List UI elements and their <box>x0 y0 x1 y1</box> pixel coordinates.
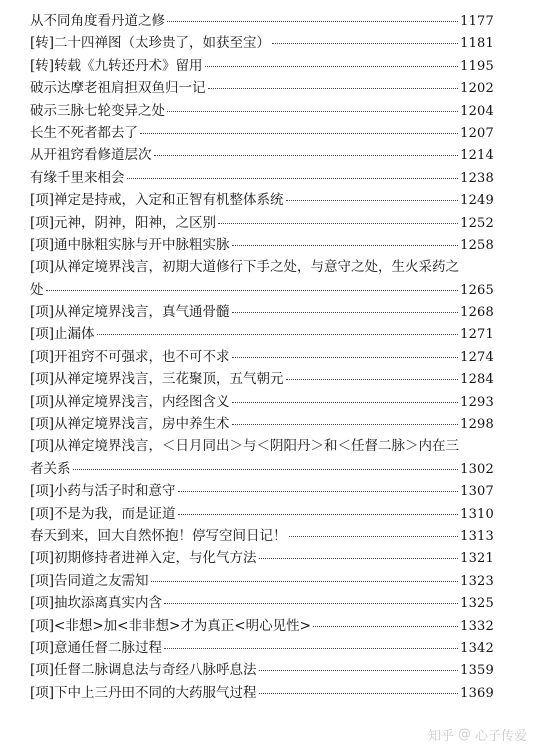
toc-entry-page: 1298 <box>460 417 494 433</box>
toc-row <box>30 615 494 637</box>
toc-entry-page: 1252 <box>460 215 494 231</box>
dot-leader <box>140 133 458 134</box>
toc-entry-page: 1181 <box>460 36 494 52</box>
dot-leader <box>208 88 459 89</box>
toc-entry-title: 从不同角度看丹道之修 <box>30 13 165 29</box>
watermark <box>428 725 527 744</box>
dot-leader <box>289 536 459 537</box>
toc-entry-title: [项]从禅定境界浅言，三花聚顶，五气朝元 <box>30 371 284 388</box>
toc-entry-page: 1321 <box>460 551 494 567</box>
toc-row <box>30 55 494 77</box>
toc-entry-title: [项]初期修持者进禅入定，与化气方法 <box>30 550 257 567</box>
dot-leader <box>272 43 458 44</box>
toc-row <box>30 256 494 278</box>
toc-row <box>30 234 494 256</box>
toc-entry-page: 1249 <box>460 193 494 209</box>
toc-entry-title: [项]从禅定境界浅言，真气通骨髓 <box>30 304 230 321</box>
toc-row <box>30 525 494 547</box>
toc-entry-page: 1177 <box>460 14 494 29</box>
dot-leader <box>313 626 458 627</box>
dot-leader <box>259 693 459 694</box>
watermark-handle: 心子传爱 <box>474 729 527 744</box>
toc-entry-page: 1268 <box>460 305 494 321</box>
toc-row <box>30 368 494 390</box>
toc-entry-page: 1293 <box>460 394 494 410</box>
toc-entry-title: [项]小药与活子时和意守 <box>30 483 176 500</box>
toc-row <box>30 346 494 368</box>
toc-entry-title: [转]二十四禅图（太珍贵了，如获至宝） <box>30 35 271 52</box>
dot-leader <box>127 178 459 179</box>
toc-entry-title: [项]元神，阴神，阳神，之区别 <box>30 214 217 231</box>
dot-leader <box>151 581 459 582</box>
dot-leader <box>232 357 459 358</box>
toc-entry-page: 1307 <box>460 484 494 500</box>
toc-entry-title: [项]告同道之友需知 <box>30 572 149 589</box>
toc-row <box>30 503 494 525</box>
toc-entry-page: 1274 <box>460 349 494 365</box>
dot-leader <box>232 424 459 425</box>
table-of-contents <box>30 10 494 704</box>
toc-row <box>30 122 494 144</box>
toc-row <box>30 547 494 569</box>
toc-entry-title: 春天到来，回大自然怀抱！停写空间日记！ <box>30 527 287 544</box>
toc-entry-page: 1202 <box>460 81 494 97</box>
toc-row <box>30 301 494 323</box>
toc-entry-page: 1325 <box>460 596 494 612</box>
dot-leader <box>97 334 459 335</box>
toc-entry-page: 1313 <box>460 528 494 544</box>
at-icon: @ <box>457 727 471 742</box>
dot-leader <box>232 245 459 246</box>
toc-entry-page: 1258 <box>460 237 494 253</box>
dot-leader <box>167 21 458 22</box>
dot-leader <box>164 648 458 649</box>
dot-leader <box>286 200 459 201</box>
dot-leader <box>286 379 459 380</box>
toc-entry-title: [项]下中上三丹田不同的大药服气过程 <box>30 684 257 701</box>
toc-row <box>30 32 494 54</box>
toc-entry-title: [项]禅定是持戒，入定和正智有机整体系统 <box>30 192 284 209</box>
toc-row <box>30 570 494 592</box>
toc-row <box>30 100 494 122</box>
toc-entry-page: 1284 <box>460 372 494 388</box>
dot-leader <box>178 514 459 515</box>
dot-leader <box>259 558 459 559</box>
toc-entry-page: 1369 <box>460 685 494 701</box>
toc-row <box>30 212 494 234</box>
dot-leader <box>232 312 459 313</box>
dot-leader <box>167 111 458 112</box>
toc-entry-page: 1214 <box>460 148 494 164</box>
dot-leader <box>164 603 458 604</box>
toc-row <box>30 144 494 166</box>
dot-leader <box>259 670 459 671</box>
toc-row <box>30 682 494 704</box>
dot-leader <box>46 290 459 291</box>
toc-row <box>30 10 494 32</box>
toc-row <box>30 167 494 189</box>
toc-row <box>30 77 494 99</box>
toc-entry-page: 1302 <box>460 461 494 477</box>
toc-entry-page: 1359 <box>460 663 494 679</box>
toc-row <box>30 413 494 435</box>
dot-leader <box>232 402 459 403</box>
toc-row <box>30 659 494 681</box>
toc-row <box>30 592 494 614</box>
dot-leader <box>205 66 459 67</box>
toc-entry-title: 破示达摩老祖肩担双鱼归一记 <box>30 80 206 97</box>
toc-entry-page: 1332 <box>460 618 494 634</box>
toc-entry-title: [转]转载《九转还丹术》留用 <box>30 57 203 74</box>
toc-entry-page: 1323 <box>460 573 494 589</box>
zhihu-logo-text: 知乎 <box>427 729 454 744</box>
toc-entry-page: 1342 <box>460 640 494 656</box>
toc-row <box>30 480 494 502</box>
dot-leader <box>178 491 459 492</box>
toc-entry-title: [项]通中脉粗实脉与开中脉粗实脉 <box>30 236 230 253</box>
toc-row <box>30 435 494 457</box>
toc-entry-title: 长生不死者都去了 <box>30 124 138 141</box>
toc-row <box>30 279 494 301</box>
toc-entry-page: 1265 <box>460 282 494 298</box>
toc-entry-title: 从开祖窍看修道层次 <box>30 147 152 164</box>
toc-entry-title: [项]开祖窍不可强求，也不可不求 <box>30 348 230 365</box>
dot-leader <box>218 223 458 224</box>
toc-entry-page: 1271 <box>460 327 494 343</box>
toc-entry-title: [项]从禅定境界浅言，内经图含义 <box>30 393 230 410</box>
toc-entry-title: [项]止漏体 <box>30 326 95 343</box>
toc-entry-page: 1195 <box>460 58 494 74</box>
toc-entry-title: [项]不是为我，而是证道 <box>30 505 176 522</box>
toc-entry-title: [项]意通任督二脉过程 <box>30 639 163 656</box>
toc-row <box>30 323 494 345</box>
toc-row <box>30 189 494 211</box>
dot-leader <box>154 155 459 156</box>
toc-entry-title: [项]<非想>加<非非想>才为真正<明心见性> <box>30 617 311 634</box>
toc-entry-page: 1207 <box>460 125 494 141</box>
toc-entry-title: [项]抽坎添离真实内含 <box>30 595 163 612</box>
toc-row <box>30 637 494 659</box>
toc-entry-title: [项]任督二脉调息法与奇经八脉呼息法 <box>30 662 257 679</box>
toc-entry-title: [项]从禅定境界浅言，房中养生术 <box>30 416 230 433</box>
toc-entry-page: 1204 <box>460 103 494 119</box>
toc-entry-title: 处 <box>30 281 44 298</box>
toc-entry-title: [项]从禅定境界浅言，初期大道修行下手之处，与意守之处，生火采药之 <box>30 259 460 276</box>
toc-entry-page: 1310 <box>460 506 494 522</box>
toc-row <box>30 458 494 480</box>
toc-row <box>30 391 494 413</box>
toc-entry-page: 1238 <box>460 170 494 186</box>
toc-entry-title: 有缘千里来相会 <box>30 169 125 186</box>
toc-entry-title: 破示三脉七轮变异之处 <box>30 102 165 119</box>
toc-entry-title: 者关系 <box>30 460 71 477</box>
dot-leader <box>73 469 459 470</box>
toc-entry-title: [项]从禅定境界浅言，＜日月同出＞与＜阴阳丹＞和＜任督二脉＞内在三 <box>30 438 460 455</box>
